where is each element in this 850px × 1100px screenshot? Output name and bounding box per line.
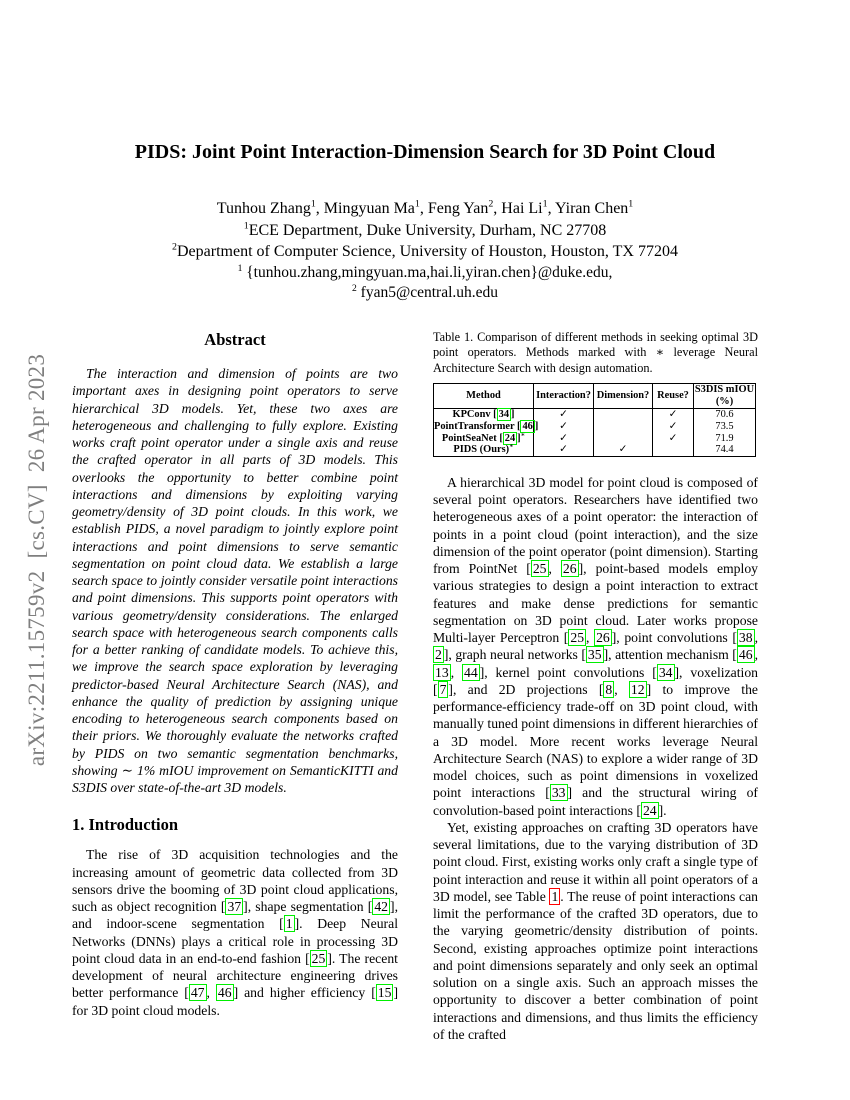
citation-link[interactable]: 34 <box>658 664 673 680</box>
email-duke: $^1$ {tunhou.zhang,mingyuan.ma,hai.li,yiran.chen}@duke.edu, <box>237 262 613 281</box>
reuse-cell <box>653 444 694 456</box>
citation-link[interactable]: 1 <box>285 916 293 932</box>
citation-link[interactable]: 33 <box>551 785 566 801</box>
reuse-cell: ✓ <box>653 420 694 432</box>
citation-link[interactable]: 37 <box>227 899 242 914</box>
method-cell: PointTransformer [ 46 ] <box>434 420 539 432</box>
citation-link[interactable]: 44 <box>464 664 478 680</box>
affiliation-duke: $^1$ECE Department, Duke University, Durham, NC 27708 <box>243 220 607 239</box>
arxiv-watermark: arXiv:2211.15759v2 [cs.CV] 26 Apr 2023 <box>24 353 49 767</box>
paper-title: PIDS: Joint Point Interaction-Dimension Search for 3D Point Cloud <box>134 141 716 163</box>
col-header-dimension: Dimension? <box>594 383 653 408</box>
citation-link[interactable]: 2 <box>435 647 442 663</box>
interaction-cell: ✓ <box>534 432 594 444</box>
introduction-paragraph: The rise of 3D acquisition technologies and the increasing amount of geometric data collected from 3D sensors drive the booming of 3D point cloud applications, such as object recognition [ 37 ], shape segmentation [ 42 ], and indoor-scene segmentation [ 1 ]. Deep Neural Networks (DNNs) plays a critical role in processing 3D point cloud data in an end-to-end fashion [ 25 ]. The recent development of neural architecture engineering drives better performance [ 47 , 46 ] and higher efficiency [ 15 ] for 3D point cloud models. <box>72 847 399 1018</box>
right-column <box>433 330 758 1043</box>
left-column <box>72 330 398 1019</box>
superscript: 1 <box>310 198 316 210</box>
table-reference-link[interactable]: 1 <box>551 888 559 904</box>
table1-caption: Table 1. Comparison of different methods in seeking optimal 3D point operators. Methods marked with ∗ leverage Neural Architecture Search with design automation. <box>433 330 758 375</box>
reuse-cell: ✓ <box>653 408 694 420</box>
citation-link[interactable]: 12 <box>630 681 645 697</box>
citation-link[interactable]: 25 <box>311 950 326 966</box>
dimension-cell <box>594 408 653 420</box>
table-header-row <box>434 383 756 408</box>
table-row-kpconv <box>434 408 756 420</box>
col-header-s3dis-miou: S3DIS mIOU (%) <box>694 384 755 407</box>
citation-link[interactable]: 35 <box>587 647 602 663</box>
citation-link[interactable]: 7 <box>439 681 447 697</box>
right-paragraph-1: A hierarchical 3D model for point cloud is composed of several point operators. Researchers have identified two heterogeneous axes of a point operator: the interaction of points in a point cloud (point interaction), and the size dimension of the point operator (point dimension). Starting from PointNet [ 25 , 26 ], point-based models employ various strategies to design a point interaction to extract features and make dense predictions for semantic segmentation on 3D point cloud. Later works propose Multi-layer Perceptron [ 25 , 26 ], point convolutions [ 38 , 2 ], graph neural networks [ 35 ], attention mechanism [ 46 , 13 , 44 ], kernel point convolutions [ 34 ], voxelization [ 7 ], and 2D projections [ 8 , 12 ] to improve the performance-efficiency trade-off on 3D point cloud, with manually tuned point dimensions in different hierarchies of a 3D model. More recent works leverage Neural Architecture Search (NAS) to explore a wider range of 3D model choices, such as point dimensions in voxelized point interactions [ 33 ] and the structural wiring of convolution-based point interactions [ 24 ]. <box>433 474 759 818</box>
citation-link[interactable]: 38 <box>738 630 753 646</box>
comparison-table <box>433 383 756 457</box>
table-row-pointtransformer <box>434 420 756 432</box>
col-header-reuse: Reuse? <box>653 383 694 408</box>
method-cell: KPConv [ 34 ] <box>452 408 515 420</box>
citation-link[interactable]: 26 <box>596 630 610 646</box>
interaction-cell: ✓ <box>534 444 594 456</box>
miou-cell: 73.5 <box>694 420 756 432</box>
citation-link[interactable]: 24 <box>642 802 657 818</box>
superscript: 1 <box>628 198 634 210</box>
citation-link[interactable]: 42 <box>374 899 389 914</box>
superscript: 2 <box>488 198 494 210</box>
citation-link[interactable]: 24 <box>504 432 516 444</box>
superscript: ∗ <box>509 442 514 450</box>
col-header-interaction: Interaction? <box>534 383 594 408</box>
dimension-cell: ✓ <box>594 444 653 456</box>
superscript: 1 <box>542 198 548 210</box>
citation-link[interactable]: 46 <box>738 647 753 663</box>
interaction-cell: ✓ <box>534 408 594 420</box>
citation-link[interactable]: 46 <box>217 985 232 1001</box>
method-cell: PIDS (Ours)∗ <box>453 442 514 456</box>
abstract-heading: Abstract <box>204 330 266 349</box>
miou-cell: 74.4 <box>694 444 756 456</box>
citation-link[interactable]: 8 <box>605 681 613 697</box>
right-paragraph-2: Yet, existing approaches on crafting 3D operators have several limitations, due to the varying distribution of 3D point cloud. First, existing works only craft a single type of point interaction and reuse it within all point operators of a 3D model, see Table 1 . The reuse of point interactions can limit the performance of the crafted 3D operators, due to the varying geometric/density distribution of points. Second, existing approaches optimize point interactions and point dimensions separately and only seek an optimal solution on a single axis. Such an approach misses the opportunity to discover a better combination of point interactions and dimensions, and thus limits the efficiency of the crafted <box>433 819 758 1042</box>
table-row-pids <box>434 444 756 456</box>
section-heading-introduction: 1. Introduction <box>72 815 179 835</box>
citation-link[interactable]: 46 <box>522 420 533 432</box>
citation-link[interactable]: 25 <box>570 630 585 646</box>
dimension-cell <box>594 432 653 444</box>
superscript: 1 <box>243 220 249 232</box>
email-houston: $^2$ fyan5@central.uh.edu <box>351 282 499 301</box>
author-line: Tunhou Zhang$^1$, Mingyuan Ma$^1$, Feng Yan$^2$, Hai Li$^1$, Yiran Chen$^1$ <box>216 198 634 217</box>
citation-link[interactable]: 25 <box>532 561 547 577</box>
superscript: 1 <box>237 262 243 274</box>
superscript: 2 <box>172 241 177 253</box>
dimension-cell <box>594 420 653 432</box>
citation-link[interactable]: 13 <box>435 664 449 680</box>
affiliation-houston: $^2$Department of Computer Science, University of Houston, Houston, TX 77204 <box>172 241 678 260</box>
interaction-cell: ✓ <box>534 420 594 432</box>
superscript: ∗ <box>520 431 526 439</box>
citation-link[interactable]: 34 <box>498 408 510 420</box>
abstract-text: The interaction and dimension of points are two important axes in designing point operators to serve hierarchical 3D models. Yet, these two axes are heterogeneous and challenging to fully explore. Existing works craft point operator under a single axis and reuse the crafted operator in all parts of 3D models. This overlooks the opportunity to better combine point interactions and dimensions by exploiting varying geometry/density of 3D point clouds. In this work, we establish PIDS, a novel paradigm to jointly explore point interactions and point dimensions to serve semantic segmentation on point cloud data. We establish a large search space to jointly consider versatile point interactions and point dimensions. This supports point operators with various geometry/density considerations. The enlarged search space with heterogeneous search components calls for a better ranking of candidate models. To achieve this, we improve the search space exploration by leveraging predictor-based Neural Architecture Search (NAS), and enhance the quality of prediction by assigning unique encoding to heterogeneous search components based on their priors. We thoroughly evaluate the networks crafted by PIDS on two semantic segmentation benchmarks, showing ∼ 1% mIOU improvement on SemanticKITTI and S3DIS over state-of-the-art 3D models. <box>72 366 398 795</box>
method-cell: PointSeaNet [ 24 ]∗ <box>441 431 526 444</box>
miou-cell: 70.6 <box>694 408 756 420</box>
col-header-method: Method <box>434 383 534 408</box>
superscript: 1 <box>414 198 420 210</box>
citation-link[interactable]: 26 <box>562 561 577 577</box>
miou-cell: 71.9 <box>694 432 756 444</box>
citation-link[interactable]: 15 <box>377 985 392 1001</box>
citation-link[interactable]: 47 <box>190 985 205 1001</box>
table-row-pointseanet <box>434 432 756 444</box>
reuse-cell: ✓ <box>653 432 694 444</box>
superscript: 2 <box>351 282 357 294</box>
